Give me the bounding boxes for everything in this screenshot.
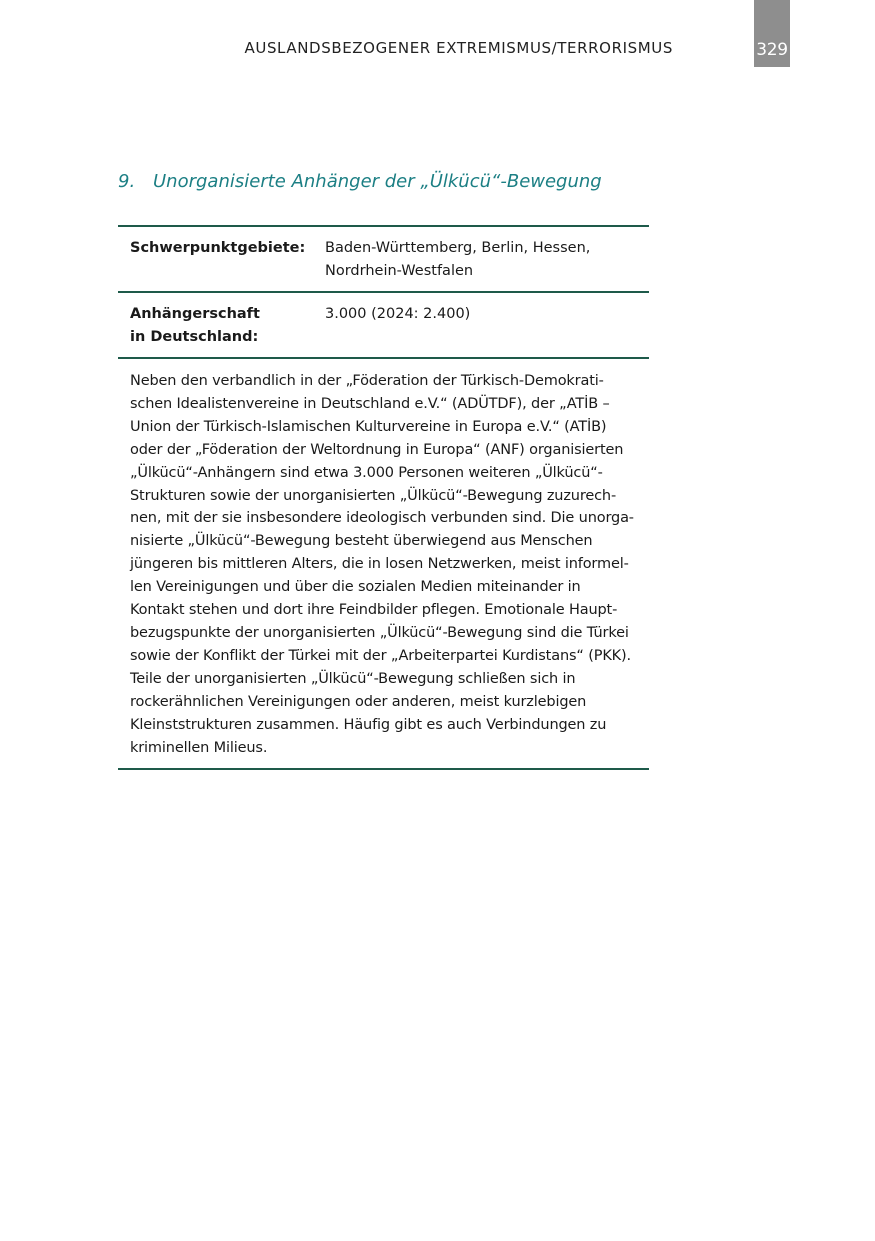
section-number: 9.: [118, 171, 136, 192]
body-text-line: jüngeren bis mittleren Alters, die in losen Netzwerken, meist informel-: [130, 556, 629, 573]
body-text-line: nisierte „Ülkücü“-Bewegung besteht überwiegend aus Menschen: [130, 533, 593, 550]
running-header: AUSLANDSBEZOGENER EXTREMISMUS/TERRORISMUS: [244, 39, 673, 57]
body-text-line: Kleinststrukturen zusammen. Häufig gibt es auch Verbindungen zu: [130, 716, 607, 733]
body-text-line: schen Idealistenvereine in Deutschland e.V.“ (ADÜTDF), der „ATİB –: [130, 395, 610, 412]
followers-label-line: Anhängerschaft: [130, 306, 260, 322]
body-text-line: kriminellen Milieus.: [130, 739, 268, 756]
followers-value: 3.000 (2024: 2.400): [325, 306, 471, 322]
section-title: Unorganisierte Anhänger der „Ülkücü“-Bewegung: [153, 171, 602, 192]
section-heading: [118, 171, 602, 192]
body-text: [118, 359, 649, 770]
profile-row-focus-areas: [118, 227, 649, 293]
profile-row-followers: [118, 293, 649, 359]
body-text-line: len Vereinigungen und über die sozialen Medien miteinander in: [130, 579, 581, 596]
body-text-line: „Ülkücü“-Anhängern sind etwa 3.000 Personen weiteren „Ülkücü“-: [130, 464, 603, 481]
body-text-line: oder der „Föderation der Weltordnung in Europa“ (ANF) organisierten: [130, 441, 624, 458]
focus-areas-value-line: Baden-Württemberg, Berlin, Hessen,: [325, 240, 591, 256]
body-text-line: Kontakt stehen und dort ihre Feindbilder pflegen. Emotionale Haupt-: [130, 602, 618, 619]
body-text-line: rockerähnlichen Vereinigungen oder anderen, meist kurzlebigen: [130, 693, 587, 710]
body-text-line: Neben den verbandlich in der „Föderation der Türkisch-Demokrati-: [130, 373, 604, 389]
followers-label: [130, 303, 325, 347]
body-text-line: Union der Türkisch-Islamischen Kulturvereine in Europa e.V.“ (ATİB): [130, 418, 607, 435]
body-text-line: nen, mit der sie insbesondere ideologisch verbunden sind. Die unorga-: [130, 510, 634, 527]
body-text-line: Teile der unorganisierten „Ülkücü“-Bewegung schließen sich in: [130, 670, 576, 687]
body-text-line: bezugspunkte der unorganisierten „Ülkücü“-Bewegung sind die Türkei: [130, 624, 629, 641]
focus-areas-label: Schwerpunktgebiete:: [130, 240, 306, 256]
body-text-line: Strukturen sowie der unorganisierten „Ülkücü“-Bewegung zuzurech-: [130, 487, 617, 504]
followers-label-line: in Deutschland:: [130, 329, 259, 345]
focus-areas-value-line: Nordrhein-Westfalen: [325, 263, 474, 279]
page-number: 329: [756, 40, 788, 60]
profile-box: [118, 225, 649, 770]
page-number-tab: [754, 0, 790, 67]
body-text-line: sowie der Konflikt der Türkei mit der „Arbeiterpartei Kurdistans“ (PKK).: [130, 647, 632, 664]
focus-areas-value: [325, 237, 649, 281]
